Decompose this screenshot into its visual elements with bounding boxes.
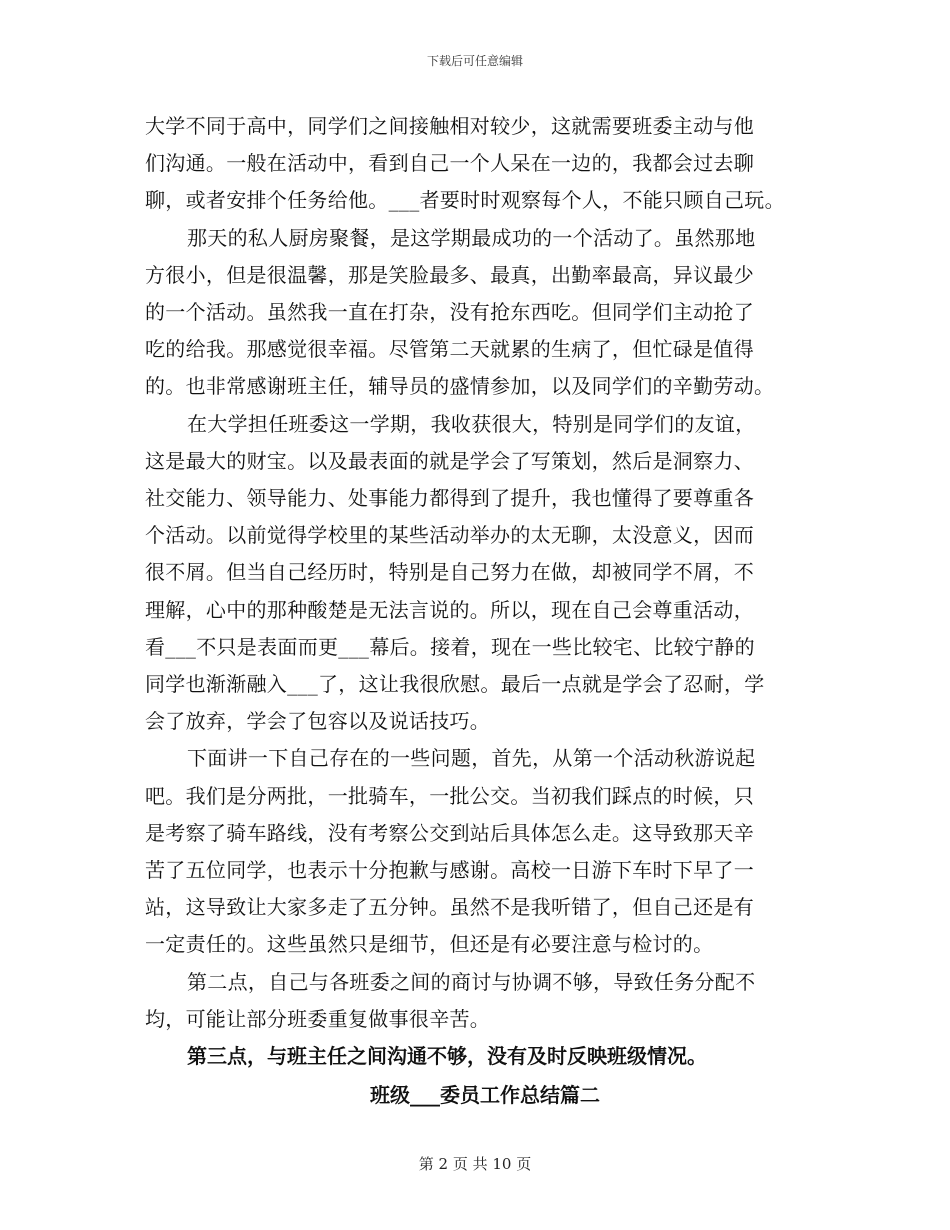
paragraph-line: 很不屑。但当自己经历时，特别是自己努力在做，却被同学不屑，不 xyxy=(145,560,754,585)
paragraph-line: 那天的私人厨房聚餐，是这学期最成功的一个活动了。虽然那地 xyxy=(187,225,756,250)
paragraph-line: 理解，心中的那种酸楚是无法言说的。所以，现在自己会尊重活动， xyxy=(145,597,754,622)
paragraph xyxy=(145,406,825,741)
section-heading: 班级___委员工作总结篇二 xyxy=(370,1083,600,1108)
paragraph-line: 会了放弃，学会了包容以及说话技巧。 xyxy=(145,709,491,734)
paragraph-line: 在大学担任班委这一学期，我收获很大，特别是同学们的友谊， xyxy=(187,411,756,436)
paragraph-line: 是考察了骑车路线，没有考察公交到站后具体怎么走。这导致那天辛 xyxy=(145,820,754,845)
paragraph-line: 社交能力、领导能力、处事能力都得到了提升，我也懂得了要尊重各 xyxy=(145,486,754,511)
paragraph-line: 个活动。以前觉得学校里的某些活动举办的太无聊，太没意义，因而 xyxy=(145,523,754,548)
paragraph-line: 方很小，但是很温馨，那是笑脸最多、最真，出勤率最高，异议最少 xyxy=(145,262,754,287)
paragraph-line: 们沟通。一般在活动中，看到自己一个人呆在一边的，我都会过去聊 xyxy=(145,151,754,176)
paragraph-line: 这是最大的财宝。以及最表面的就是学会了写策划，然后是洞察力、 xyxy=(145,448,754,473)
page-header: 下载后可任意编辑 xyxy=(426,54,523,68)
paragraph xyxy=(145,964,825,1038)
paragraph-line: 下面讲一下自己存在的一些问题，首先，从第一个活动秋游说起 xyxy=(187,746,756,771)
paragraph-line: 均，可能让部分班委重复做事很辛苦。 xyxy=(145,1006,491,1031)
page-footer: 第 2 页 共 10 页 xyxy=(418,1155,532,1173)
paragraph-line: 第二点，自己与各班委之间的商讨与协调不够，导致任务分配不 xyxy=(187,969,756,994)
paragraph-line: 一定责任的。这些虽然只是细节，但还是有必要注意与检讨的。 xyxy=(145,932,714,957)
document-body xyxy=(145,108,825,1115)
paragraph-line: 苦了五位同学，也表示十分抱歉与感谢。高校一日游下车时下早了一 xyxy=(145,858,754,883)
paragraph-line: 吧。我们是分两批，一批骑车，一批公交。当初我们踩点的时候，只 xyxy=(145,783,754,808)
paragraph-line: 大学不同于高中，同学们之间接触相对较少，这就需要班委主动与他 xyxy=(145,114,754,138)
paragraph-line: 同学也渐渐融入___了，这让我很欣慰。最后一点就是学会了忍耐，学 xyxy=(145,672,765,697)
paragraph-line: 的一个活动。虽然我一直在打杂，没有抢东西吃。但同学们主动抢了 xyxy=(145,300,754,325)
paragraph-line: 的。也非常感谢班主任，辅导员的盛情参加，以及同学们的辛勤劳动。 xyxy=(145,374,775,399)
paragraph-line: 站，这导致让大家多走了五分钟。虽然不是我听错了，但自己还是有 xyxy=(145,895,754,920)
bold-point: 第三点，与班主任之间沟通不够，没有及时反映班级情况。 xyxy=(187,1044,707,1069)
paragraph-line: 聊，或者安排个任务给他。___者要时时观察每个人，不能只顾自己玩。 xyxy=(145,188,785,213)
paragraph xyxy=(145,108,825,220)
paragraph xyxy=(145,740,825,963)
paragraph-line: 吃的给我。那感觉很幸福。尽管第二天就累的生病了，但忙碌是值得 xyxy=(145,337,754,362)
paragraph xyxy=(145,220,825,406)
paragraph-line: 看___不只是表面而更___幕后。接着，现在一些比较宅、比较宁静的 xyxy=(145,634,755,659)
